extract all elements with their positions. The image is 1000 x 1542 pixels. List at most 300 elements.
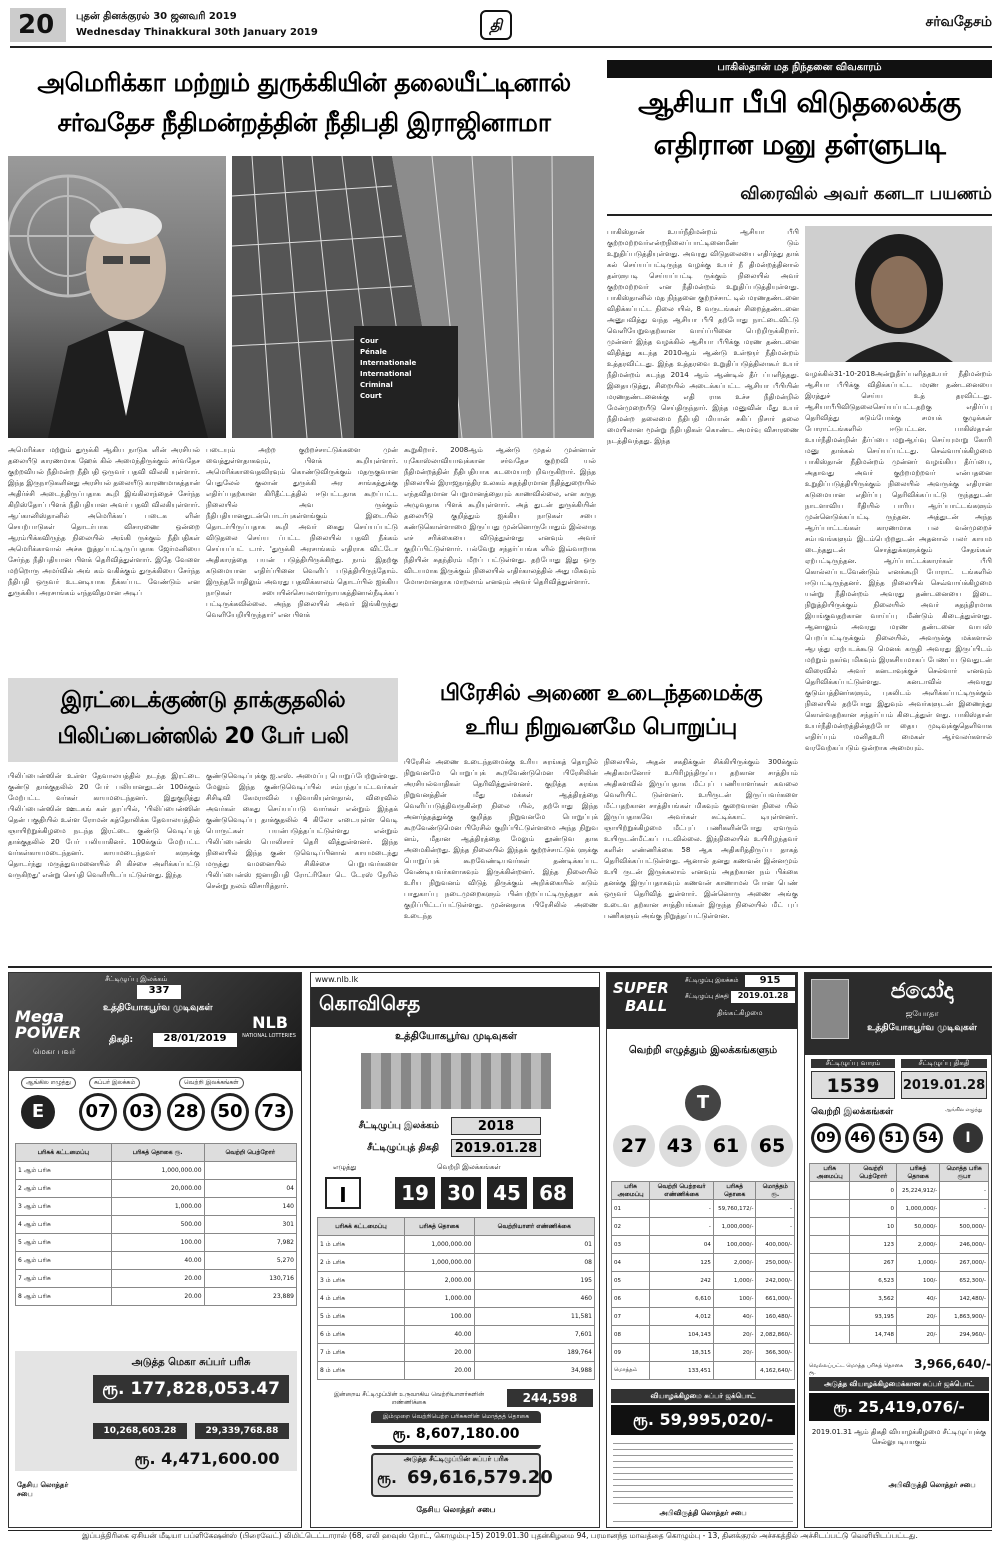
winners-cell: 14,748 bbox=[850, 1326, 897, 1344]
table-row bbox=[318, 1344, 595, 1362]
number-box: 30 bbox=[441, 1177, 481, 1209]
table-row bbox=[318, 1326, 595, 1344]
ad-title: உத்தியோகபூர்வ முடிவுகள் bbox=[103, 1003, 213, 1013]
table-row bbox=[318, 1254, 595, 1272]
table-row bbox=[16, 1270, 297, 1288]
col-label: வெற்றி இலக்கங்கள் bbox=[437, 1163, 501, 1171]
draw-number: 337 bbox=[137, 985, 181, 999]
number-ball: 65 bbox=[751, 1125, 793, 1167]
col-label: சுப்பர் இலக்கம் bbox=[89, 1077, 140, 1089]
story2-subhead: விரைவில் அவர் கனடா பயணம் bbox=[740, 184, 992, 204]
prize-amount-2: 10,268,603.28 bbox=[93, 1423, 187, 1439]
winners-cell: 3,562 bbox=[850, 1290, 897, 1308]
prize-cell: 4 ம் பரிசு bbox=[318, 1290, 405, 1308]
table-header: வெற்றி பெற்றவர் எண்ணிக்கை bbox=[650, 1182, 714, 1200]
prize-cell: 03 bbox=[612, 1236, 650, 1254]
number-ball: 09 bbox=[811, 1123, 841, 1153]
amount-cell: 20,000.00 bbox=[111, 1180, 204, 1198]
table-row bbox=[810, 1182, 989, 1200]
portrait-icon bbox=[805, 226, 992, 362]
kotisetha-logo: கொவிசெத bbox=[319, 991, 421, 1015]
icc-sign-text bbox=[360, 336, 416, 402]
asia-bibi-photo bbox=[805, 226, 992, 362]
number-ball: 46 bbox=[845, 1123, 875, 1153]
winners-cell bbox=[204, 1162, 296, 1180]
win-label: வெற்றி இலக்கங்கள் bbox=[811, 1107, 894, 1117]
amount-cell: 40/- bbox=[713, 1308, 756, 1326]
table-row bbox=[810, 1326, 989, 1344]
amount-cell: 50,000/- bbox=[897, 1218, 940, 1236]
story4-column-1: பிரேசில் அணை உடைந்தமைக்கு உரிய சுரங்கத் தொழில் நிறுவனமே பொறுப்புக் கூறவேண்டுமென பிரேசிலின் அரசியல்வாதிகள் தெரிவித்துள்ளனர். குறித்த சுரங்க நிறுவனத்தின் மீது மக்கள் ஆத்திரத்தை வெளிப்படுத்திவருகின்ற நிலை யில், தற்போது இந்த அனர்த்தத்துக்கு குறித்த நிறுவனமே பொறுப்புக் கூறவேண்டுமென பிரேசில் குறிப்பிட்டுள்ளமை அந்த நிறுவ னம், மீதான ஆத்திரத்தை மேலும் தூண்டுவ தாக அமைகின்றது. இந்த நிலையில் இந்தக் குற்றச்சாட்டுக் ளுக்கு பொறுப்புக் கூறவேண்டியவர்கள் தண்டிக்கப்பட வேண்டியவர்களாகவும் இருக்கின்றனர். இந்த நிலையில் உரிய நிறுவனம் விடுத் திருக்கும் அறிக்கையில் கடும் பாதுகாப்பு நடைமுறைகளும் பின்பற்றப்பட்டிருந்ததா கக் குறிப்பிட்டப்பட்டுள்ளது. முன்னதாக பிரேசிலில் அணை உடைந்த bbox=[404, 757, 598, 920]
ad-title: உத்தியோகபூர்வ முடிவுகள் bbox=[395, 1031, 517, 1042]
table-header: பரிசுத் தொகை bbox=[405, 1218, 474, 1236]
winners-cell: 10 bbox=[850, 1218, 897, 1236]
letter-ball: I bbox=[953, 1123, 983, 1153]
date-label: திகதி: bbox=[109, 1035, 134, 1045]
table-row bbox=[16, 1198, 297, 1216]
letter-label: ஆங்கில எழுத்து bbox=[945, 1107, 983, 1113]
draw-label: சீட்டிழுப்பு வாரம் bbox=[811, 1059, 895, 1068]
masthead bbox=[10, 8, 992, 48]
mega-power-ad bbox=[8, 972, 302, 1528]
total-cell: 652,300/- bbox=[940, 1272, 989, 1290]
sign-line: Cour bbox=[360, 337, 379, 345]
table-header: வெற்றி பெற்றோர் bbox=[204, 1144, 296, 1162]
winners-cell: 01 bbox=[474, 1236, 595, 1254]
footer-logo: தேசிய லொத்தர் சபை bbox=[416, 1505, 496, 1514]
prize-cell bbox=[810, 1218, 850, 1236]
number-box: 68 bbox=[533, 1177, 573, 1209]
nlb-sub: NATIONAL LOTTERIES bbox=[242, 1033, 296, 1039]
draw-date: 28/01/2019 bbox=[153, 1033, 237, 1047]
winners-cell: 18,315 bbox=[650, 1344, 714, 1362]
prize-cell: 07 bbox=[612, 1308, 650, 1326]
draw-label: சீட்டிழுப்பு இலக்கம் bbox=[105, 975, 168, 983]
total-cell: 267,000/- bbox=[940, 1254, 989, 1272]
table-row bbox=[318, 1290, 595, 1308]
next-amount: ரூ. 25,419,076/- bbox=[809, 1393, 989, 1421]
jayoda-logo: ජයෝදා bbox=[890, 979, 954, 1004]
winners-cell: 140 bbox=[204, 1198, 296, 1216]
total-cell: - bbox=[940, 1182, 989, 1200]
table-header: பரிசுத் தொகை ரூ. bbox=[111, 1144, 204, 1162]
amount-cell: 1,000/- bbox=[897, 1254, 940, 1272]
amount-cell: 1,000,000.00 bbox=[405, 1254, 474, 1272]
number-ball: 73 bbox=[255, 1093, 293, 1131]
story2-headline-line1: ஆசியா பீபி விடுதலைக்கு bbox=[638, 86, 961, 119]
total-cell: - bbox=[756, 1200, 795, 1218]
amount-cell: 25,224,912/- bbox=[897, 1182, 940, 1200]
super-ball-ad bbox=[606, 972, 798, 1528]
amount-cell: 1,000/- bbox=[713, 1272, 756, 1290]
prize-cell: 05 bbox=[612, 1272, 650, 1290]
total-label: வெல்லப்பட்ட மொத்த பரிசுத் தொகை ரூ. bbox=[809, 1363, 904, 1376]
letter-ball: E bbox=[21, 1095, 55, 1129]
mega-power-logo: Mega POWER bbox=[15, 1007, 82, 1042]
table-row bbox=[612, 1308, 795, 1326]
story4-headline-line1: பிரேசில் அணை உடைந்தமைக்கு bbox=[439, 681, 763, 706]
amount-cell: 20/- bbox=[713, 1344, 756, 1362]
story3-headline-line1: இரட்டைக்குண்டு தாக்குதலில் bbox=[60, 688, 346, 713]
footer-logo: தேசிய லொத்தர் சபை bbox=[17, 1481, 69, 1498]
winners-cell: 195 bbox=[474, 1272, 595, 1290]
letter-ball: T bbox=[685, 1085, 721, 1121]
letter-box: I bbox=[325, 1177, 361, 1209]
winners-cell: 123 bbox=[850, 1236, 897, 1254]
prize-cell: 6 ம் பரிசு bbox=[318, 1326, 405, 1344]
story2-rule bbox=[607, 214, 992, 216]
winners-cell: - bbox=[650, 1218, 714, 1236]
mega-power-tamil: மெகா பவர் bbox=[33, 1047, 76, 1056]
amount-cell: 100.00 bbox=[405, 1308, 474, 1326]
table-row bbox=[16, 1216, 297, 1234]
number-ball: 61 bbox=[705, 1125, 747, 1167]
prize-cell: 3 ம் பரிசு bbox=[318, 1272, 405, 1290]
story3-column-1: பிலிப்பைன்ஸின் உள்ள தேவாலயத்தில் நடந்த இரட்டை குண்டு தாக்குதலில் 20 பேர் பலியானதுடன் 100க்கும் மேற்பட்ட வர்கள் காயமடைந்தனர். இதுகுறித்து பிலிப்பைன்ஸின் ஊடகங் கள் தரப்பில், 'பிலிப்பைன்ஸின் தென் பகுதியில் உள்ள ரோமன் கத்தோலிக்க தேவாலயத்தில் ஞாயிற்றுக்கிழமை நடந்த இரட்டை குண்டு வெடிப்புத் தாக்குதலில் 20 பேர் பலியாகினர். 100க்கும் மேற்பட்ட வர்கள்காயமடைந்தனர். காயமடைந்தவர் களுக்கு தொடர்ந்து மருத்துவமனையில் சி கிச்சை அளிக்கப்பட்டு வருகிறது' என்று செய்தி வெளியிடப்பட்டுள்ளது. இந்த bbox=[8, 771, 200, 879]
total-amount: ரூ. 4,471,600.00 bbox=[134, 1449, 280, 1468]
amount-cell: 1,000,000.00 bbox=[111, 1162, 204, 1180]
draw-date: 2019.01.28 bbox=[901, 1071, 987, 1099]
table-row bbox=[16, 1162, 297, 1180]
amount-cell: 20.00 bbox=[405, 1362, 474, 1380]
table-header: பரிசுத் தொகை bbox=[713, 1182, 756, 1200]
next-label: அடுத்த வியாழக்கிழமைக்கான சுப்பர் ஜக்பொட் bbox=[809, 1377, 989, 1391]
winners-cell: - bbox=[650, 1200, 714, 1218]
prize-cell: 5 ம் பரிசு bbox=[318, 1308, 405, 1326]
table-header: வெற்றியாளர் எண்ணிக்கை bbox=[474, 1218, 595, 1236]
prize-cell bbox=[810, 1272, 850, 1290]
prize-cell: 4 ஆம் பரிசு bbox=[16, 1216, 112, 1234]
sign-line: Court bbox=[360, 392, 382, 400]
amount-cell: 100,000/- bbox=[713, 1236, 756, 1254]
winners-cell: 5,270 bbox=[204, 1252, 296, 1270]
story4-headline-line2: உரிய நிறுவனமே பொறுப்பு bbox=[465, 715, 737, 740]
number-ball: 54 bbox=[913, 1123, 943, 1153]
footer-imprint: இப்பத்திரிகை ஏசியன் மீடியா பப்ளிகேஷன்ஸ் (பிரைவேட்) லிமிட்டெட்டாரால் (68, எலி ஹவுஸ் றோட், கொழும்பு-15) 2019.01.30 புதன்கிழமை 94, பரமானந்த மாவத்தை கொழும்பு - 13, தினக்குரல் அச்சகத்தில் அச்சிடப்பட்டு வெளியிடப்பட்டது. bbox=[82, 1531, 918, 1540]
story1-headline-line1: அமெரிக்கா மற்றும் துருக்கியின் தலையீட்டினால் bbox=[37, 68, 571, 97]
col-label: வெற்றி இலக்கங்கள் bbox=[179, 1077, 244, 1089]
amount-cell: 20.00 bbox=[111, 1270, 204, 1288]
draw-label: சீட்டிழுப்பு இலக்கம் bbox=[358, 1121, 439, 1131]
col-label: ஆங்கில எழுத்து bbox=[21, 1077, 76, 1089]
winners-cell: 267 bbox=[850, 1254, 897, 1272]
winners-cell: 133,451 bbox=[650, 1362, 714, 1380]
number-ball: 28 bbox=[167, 1093, 205, 1131]
total-cell: - bbox=[756, 1218, 795, 1236]
table-row bbox=[318, 1272, 595, 1290]
table-row bbox=[612, 1200, 795, 1218]
amount-cell: 20/- bbox=[713, 1326, 756, 1344]
prize-cell: 09 bbox=[612, 1344, 650, 1362]
next-label: வியாழக்கிழமை சுப்பர் ஜக்பொட் bbox=[611, 1389, 795, 1403]
winners-count: 244,598 bbox=[507, 1389, 593, 1407]
page-number: 20 bbox=[18, 10, 55, 40]
amount-cell: 100/- bbox=[713, 1290, 756, 1308]
table-row bbox=[810, 1218, 989, 1236]
table-row bbox=[16, 1180, 297, 1198]
nlb-logo: NLB bbox=[252, 1013, 288, 1032]
amount-cell: 1,000,000/- bbox=[897, 1200, 940, 1218]
prize-cell: 02 bbox=[612, 1218, 650, 1236]
story1-headline-line2: சர்வதேச நீதிமன்றத்தின் நீதிபதி இராஜினாமா bbox=[57, 108, 551, 137]
prize-cell bbox=[810, 1236, 850, 1254]
story1-column-1: அமெரிக்கா மற்றும் துருக்கி ஆகிய நாடுக ளின் அரசியல் தலையீடு காரணமாக ஹேக் கில் அமைந்திருக்கும் சர்வதேச குற்றவியல் நீதிமன்ற நீதிபதி ஒருவர் பதவி விலகி யுள்ளார். இந்த இருநாடுகளினது அரசியல் தலையீடு காரணமாகத்தான் அதிர்ச்சி அடைந்திருப்பதாக கூறி இங்கிலாந்தைச் சேர்ந்த கிறிஸ்தோப் பிளக் நீதிபதியான அவர் பதவி விலகியுள்ளார். ஆப்கானிஸ்தானில் அமெரிக்கப் படைக ளின் செயற்பாடுகள் தொடர்பாக விசாரணை ஒன்றை ஆரம்பிக்கவிருந்த நிலையில் அங்கி ருக்கும் நீதிபதிகள் அமெரிக்காவால் அச்சு றுத்தப்பட்டிருப்பதாக ஜேர்மனியை சேர்ந்த நீதிபதியான பிளக் தெரிவித்துள்ளார். இதே வேளை மற்றொரு அமர்வில் அங் கம் வகிக்கும் துருக்கியை சேர்ந்த நீதிபதி ஒருவர் உடனடியாக நீக்கப்பட வேண்டும் என துருக்கிய அரசாங்கம் எந்தவிதமான அடிப் bbox=[8, 445, 200, 597]
winners-cell: 104,143 bbox=[650, 1326, 714, 1344]
winners-cell: 34,988 bbox=[474, 1362, 595, 1380]
col-label: எழுத்து bbox=[333, 1163, 357, 1171]
table-header: பரிசுக் கட்டமைப்பு bbox=[318, 1218, 405, 1236]
ticket-image bbox=[811, 979, 849, 1039]
prize-cell: 6 ஆம் பரிசு bbox=[16, 1252, 112, 1270]
draw-number: 2018 bbox=[451, 1117, 541, 1135]
winners-cell: 23,889 bbox=[204, 1288, 296, 1306]
table-row bbox=[612, 1362, 795, 1380]
table-row bbox=[612, 1290, 795, 1308]
prize-cell bbox=[810, 1290, 850, 1308]
table-row bbox=[16, 1234, 297, 1252]
number-ball: 51 bbox=[879, 1123, 909, 1153]
winners-cell: 7,982 bbox=[204, 1234, 296, 1252]
amount-cell: 2,000.00 bbox=[405, 1272, 474, 1290]
winners-cell: 189,764 bbox=[474, 1344, 595, 1362]
amount-cell: 100/- bbox=[897, 1272, 940, 1290]
ad-url: www.nlb.lk bbox=[315, 975, 359, 984]
section-name: சர்வதேசம் bbox=[925, 14, 992, 30]
amount-cell: 20/- bbox=[897, 1308, 940, 1326]
winners-cell: 0 bbox=[850, 1200, 897, 1218]
number-box: 45 bbox=[487, 1177, 527, 1209]
footer-logo: அபிவிருத்தி லொத்தர் சபை bbox=[888, 1481, 976, 1489]
prize-cell: 04 bbox=[612, 1254, 650, 1272]
amount-cell: 40/- bbox=[897, 1290, 940, 1308]
icc-building-photo bbox=[232, 156, 594, 438]
table-row bbox=[16, 1252, 297, 1270]
total-cell: - bbox=[940, 1200, 989, 1218]
total-cell: 246,000/- bbox=[940, 1236, 989, 1254]
winners-label: இன்றைய சீட்டிழுப்பின் உருவாகிய வெற்றியாளர்களின் எண்ணிக்கை bbox=[333, 1391, 485, 1406]
number-ball: 50 bbox=[211, 1093, 249, 1131]
number-ball: 03 bbox=[123, 1093, 161, 1131]
kotisetha-ad bbox=[310, 972, 600, 1528]
total-cell: 1,863,900/- bbox=[940, 1308, 989, 1326]
table-header: பரிசுத் தொகை bbox=[897, 1164, 940, 1182]
winners-cell: 130,716 bbox=[204, 1270, 296, 1288]
winners-cell: 6,523 bbox=[850, 1272, 897, 1290]
total-amount: 3,966,640/- bbox=[914, 1357, 991, 1371]
winners-cell: 04 bbox=[650, 1236, 714, 1254]
table-header: மொத்தம் ரூ. bbox=[756, 1182, 795, 1200]
total-cell: 661,000/- bbox=[756, 1290, 795, 1308]
table-header: பரிசு அமைப்பு bbox=[810, 1164, 850, 1182]
total-label: மொத்தம் bbox=[612, 1362, 650, 1380]
amount-cell: 1,000.00 bbox=[111, 1198, 204, 1216]
prize-cell: 1 ஆம் பரிசு bbox=[16, 1162, 112, 1180]
winners-cell: 125 bbox=[650, 1254, 714, 1272]
prize-cell bbox=[810, 1254, 850, 1272]
winners-cell: 301 bbox=[204, 1216, 296, 1234]
winners-cell: 11,581 bbox=[474, 1308, 595, 1326]
note-text: 2019.01.31 ஆம் திகதி வியாழக்கிழமை சீட்டிழுப்புக்கு செல்லுபடியாகும் bbox=[811, 1428, 987, 1446]
table-row bbox=[318, 1362, 595, 1380]
table-row bbox=[810, 1272, 989, 1290]
table-row bbox=[612, 1218, 795, 1236]
footer-logo: அபிவிருத்தி லொத்தர் சபை bbox=[613, 1509, 793, 1518]
table-header: வெற்றி பெற்றோர் bbox=[850, 1164, 897, 1182]
prize-cell: 3 ஆம் பரிசு bbox=[16, 1198, 112, 1216]
date-label: சீட்டிழுப்புத் திகதி bbox=[367, 1143, 439, 1153]
number-ball: 07 bbox=[79, 1093, 117, 1131]
number-box: 19 bbox=[395, 1177, 435, 1209]
prize-cell: 06 bbox=[612, 1290, 650, 1308]
prize-cell: 7 ஆம் பரிசு bbox=[16, 1270, 112, 1288]
prize-cell bbox=[810, 1326, 850, 1344]
next-amount: ரூ. 59,995,020/- bbox=[611, 1405, 795, 1435]
amount-cell: 100.00 bbox=[111, 1234, 204, 1252]
table-header: மொத்த பரிசு ரூபா bbox=[940, 1164, 989, 1182]
prize-cell: 2 ஆம் பரிசு bbox=[16, 1180, 112, 1198]
prize-cell: 1 ம் பரிசு bbox=[318, 1236, 405, 1254]
prize-table bbox=[15, 1143, 297, 1306]
prize-cell: 08 bbox=[612, 1326, 650, 1344]
winners-cell: 7,601 bbox=[474, 1326, 595, 1344]
amount-cell: 20.00 bbox=[405, 1344, 474, 1362]
winners-cell: 04 bbox=[204, 1180, 296, 1198]
winners-cell: 6,610 bbox=[650, 1290, 714, 1308]
story2-kicker: பாகிஸ்தான் மத நிந்தனை விவகாரம் bbox=[717, 62, 882, 73]
table-header: பரிசு அமைப்பு bbox=[612, 1182, 650, 1200]
prize-cell: 8 ஆம் பரிசு bbox=[16, 1288, 112, 1306]
table-row bbox=[612, 1344, 795, 1362]
date-label: சீட்டிழுப்பு திகதி bbox=[685, 993, 729, 1000]
super-ball-logo-l2: BALL bbox=[625, 997, 668, 1015]
draw-number: 915 bbox=[745, 975, 795, 987]
prize-cell: 5 ஆம் பரிசு bbox=[16, 1234, 112, 1252]
story4-column-2: நிலையில், அதன் சகதிக்குள் சிக்கியிருக்கும் 300க்கும் அதிகமானோர் உயிரிழந்திருப்ப தற்கான சாத்தியம் அதிகளவில் இருப்பதாக மீட்புப் பணியாளர்கள் கவலை வெளியிட் டுள்ளனர். உயிருடன் இருப்பவர்களை மீட்பதற்கான சாத்தியங்கள் மிகவும் குறைவான நிலை யில் இருப்பதாகவே அவர்கள் சுட்டிக்காட் டியுள்ளனர். ஞாயிற்றுக்கிழமை மீட்புப் பணிகளின்போது ஏவரும் உயிருடன்மீட்கப் படவில்லை. இந்நிலையில் உயிரிழந்தவர் களின் எண்ணிக்கை 58 ஆக அதிகரித்திருப்ப தாகத் தெரிவிக்கப்பட்டுள்ளது. ஆனால் தனது கணவன் இன்னமும் உயி ருடன் இருக்கலாம் எனவும் அதற்கான நம் பிக்கை தனக்கு இருப்பதாகவும் கணவன் காணாமல் போன பெண் ஒருவர் தெரிவித் துள்ளார். இன்னொரு அணை அங்கு உடைவ தற்கான சாத்தியங்கள் இருந்த நிலையில் மீட் புப் பணிகளும் அங்கு நிறுத்தப்பட்டுள்ளன. bbox=[604, 757, 798, 920]
judge-photo bbox=[8, 156, 226, 438]
winners-cell: 460 bbox=[474, 1290, 595, 1308]
winners-cell: 4,012 bbox=[650, 1308, 714, 1326]
winners-cell: 08 bbox=[474, 1254, 595, 1272]
story2-headline-line2: எதிரான மனு தள்ளுபடி bbox=[653, 128, 946, 161]
sign-line: International bbox=[360, 370, 412, 378]
next-prefix: ரூ. bbox=[377, 1469, 397, 1487]
super-ball-logo-l1: SUPER bbox=[613, 979, 669, 997]
ad-title: உத்தியோகபூர்வ முடிவுகள் bbox=[867, 1023, 977, 1033]
winners-cell: 242 bbox=[650, 1272, 714, 1290]
total-cell: 366,300/- bbox=[756, 1344, 795, 1362]
prize-cell bbox=[810, 1200, 850, 1218]
pool-label: இம்முறை வெற்றிபெற்ற பரிசுகளின் மொத்தத் தொகை bbox=[382, 1413, 530, 1420]
next-prize-label: அடுத்த மெகா சுப்பர் பரிசு bbox=[131, 1357, 251, 1368]
date-line-tamil: புதன் தினக்குரல் 30 ஜனவரி 2019 bbox=[76, 11, 237, 22]
table-row bbox=[612, 1326, 795, 1344]
sign-line: Pénale bbox=[360, 348, 387, 356]
total-cell: 2,082,860/- bbox=[756, 1326, 795, 1344]
table-row bbox=[318, 1308, 595, 1326]
table-row bbox=[318, 1236, 595, 1254]
prize-table bbox=[317, 1217, 595, 1380]
prize-table bbox=[611, 1181, 795, 1380]
un-emblem-icon bbox=[8, 156, 226, 438]
number-ball: 43 bbox=[659, 1125, 701, 1167]
date-label: சீட்டிழுப்பு திகதி bbox=[901, 1059, 987, 1068]
number-ball: 27 bbox=[613, 1125, 655, 1167]
prize-cell bbox=[810, 1308, 850, 1326]
table-row bbox=[810, 1290, 989, 1308]
winners-cell: 93,195 bbox=[850, 1308, 897, 1326]
total-cell: 400,000/- bbox=[756, 1236, 795, 1254]
prize-amount-3: 29,339,768.88 bbox=[195, 1423, 289, 1439]
total-cell: 160,480/- bbox=[756, 1308, 795, 1326]
next-label: அடுத்த சீட்டிழுப்பின் சுப்பர் பரிசு bbox=[403, 1455, 509, 1463]
amount-cell: 2,000/- bbox=[713, 1254, 756, 1272]
total-cell: 294,960/- bbox=[940, 1326, 989, 1344]
prize-table bbox=[809, 1163, 989, 1344]
table-row bbox=[612, 1272, 795, 1290]
table-row bbox=[612, 1236, 795, 1254]
amount-cell: 1,000,000.00 bbox=[405, 1236, 474, 1254]
pool-amount: ரூ. 8,607,180.00 bbox=[371, 1423, 541, 1445]
amount-cell bbox=[713, 1362, 756, 1380]
total-cell: 4,162,640/- bbox=[756, 1362, 795, 1380]
amount-cell: 40.00 bbox=[111, 1252, 204, 1270]
total-cell: 500,000/- bbox=[940, 1218, 989, 1236]
story2-column-right: வழக்கில்31-10-2018அன்றுதீர்ப்பளித்தஉயர் நீதிமன்றம் ஆசியா பீபிக்கு விதிக்கப்பட்ட மரண தண்டனையை இரத்துச் செய்ய உத் தரவிட்டது. ஆசியாபீபிவிடுதலைசெய்யப்பட்டதற்கு எதிர்ப்பு தெரிவித்து கடும்போக்கு சமயக் குழுக்கள் போராட்டங்களில் ஈடுபட்டன. பாகிஸ்தான் உயர்நீதிமன்றின் தீர்ப்பை மறுஆய்வு செய்யுமாறு கோரி மனு தாக்கல் செய்யப்பட்டது. செவ்வாய்க்கிழமை பாகிஸ்தான் நீதிமன்றம் முன்னர் வழங்கிய தீர்ப்பை, அதாவது அவர் குற்றமற்றவர் என்பதனை உறுதிப்படுத்தியிருக்கும் நிலையில் அவருக்கு எதிரான கடுமையான எதிர்ப்பு தெரிவிக்கப்பட்டு ருந்ததுடன் நாடளாவிய ரீதியில் பாரிய ஆர்ப்பாட்டங்களும் முன்னெடுக்கப்பட்டி ருந்தன. அத்துடன் அந்த ஆர்ப்பாட்டங்கள் காரணமாக பல வன்முறைச் சம்பவங்களும் இடம்பெற்றதுடன் அதனால் பலர் காயம டைந்ததுடன் சொத்துக்களுக்கும் சேதங்கள் ஏற்பட்டிருந்தன. ஆர்ப்பாட்டக்காரர்கள் பீபி கொல்லப்படவேண்டும் எனக்கூறி போராட் டங்களில் ஈடுபட்டிருந்தனர். இந்த நிலையில் செவ்வாய்க்கிழமை யன்று நீதிமன்றம் அவரது தண்டனையை இடை நிறுத்தியிருக்கும் நிலையில் அவர் சுதந்திரமாக இயங்குவதற்கான வாய்ப்பு மீண்டும் கிடைத்துள்ளது. ஆனாலும் அவரது மரண தண்டனை வாபஸ் பெறப்பட்டிருக்கும் நிலையில், அவருக்கு மக்களால் ஆபத்து ஏற்படக்கூடு மெனக் கருதி அவரது இருப்பிடம் மற்றும் நகர்வு மிகவும் இரகசியமாகப் பேணப்ப டுவதுடன் விரைவில் அவர் கனடாவுக்குச் செல்வார் எனவும் தெரிவிக்கப்பட்டுள்ளது. கனடாவில் அவரது குடும்பத்தினர்களும், புகலிடம் அளிக்கப்பட்டிருக்கும் நிலையில் தற்போது இதுவும் அவர்களுடன் இணைந்து கொள்வதற்கான சந்தர்ப்பம் கிடைத்துள் ளது. பாகிஸ்தான் உயர்நீதிமன்றத்தின்தற்போ தைய முடிவுக்குதெளிவாக எதிர்ப்பும் மனிதஉரி மைகள் ஆர்வலர்களால் வரவேற்கப்படும் ஒன்றாக அமையும். bbox=[805, 369, 992, 752]
table-row bbox=[810, 1236, 989, 1254]
jayoda-tamil: ஜயோதா bbox=[905, 1009, 939, 1018]
amount-cell: 40.00 bbox=[405, 1326, 474, 1344]
amount-cell: 20/- bbox=[897, 1326, 940, 1344]
table-row bbox=[612, 1254, 795, 1272]
winners-cell: 0 bbox=[850, 1182, 897, 1200]
total-cell: 250,000/- bbox=[756, 1254, 795, 1272]
table-header: பரிசுக் கட்டமைப்பு bbox=[16, 1144, 112, 1162]
prize-cell: 7 ம் பரிசு bbox=[318, 1344, 405, 1362]
draw-date: 2019.01.28 bbox=[451, 1139, 541, 1157]
sign-line: Criminal bbox=[360, 381, 393, 389]
story1-column-3: கூறுகிறார். 2008ஆம் ஆண்டு முதல் முன்னாள் யுகோஸ்லாவியாவுக்கான சர்வதேச குற்றவி யல் நீதிமன்றத்தின் நீதிபதியாக கடமையாற் றிவருகிறார். இந்த நிலையில் இராஜநாத்திர உலகம் சுதந்திரமான நீதித்துறையில் எந்தவிதமான பெறுமானத்தையும் காணவில்லை, என கருத அழுவதாக பிளக் கூறியுள்ளார். அத் துடன் துருக்கியின் தலையீடு குறித்தும் ஐக்கிய நாடுகள் சபை கண்டுகொள்ளாமை இருப்பது முன்னொருபோதும் இல்லாத எச் சரிக்கையை விடுத்துள்ளது எனவும் அவர் குறிப்பிட்டுள்ளார். பல்வேறு சந்தர்ப்பங்க ளில் இவ்வாறாக நீதியின் சுதந்திரம் மீறப் பட்டுள்ளது. தற்போது இது ஒரு விடயமாக இருக்கும் நிலையில் எதிர்காலத்தில் அது மிகவும் மோசமானதாக மாறலாம் எனவும் அவர் தெரிவித்துள்ளார். bbox=[404, 445, 596, 586]
draw-label: சீட்டிழுப்பு இலக்கம் bbox=[685, 977, 739, 984]
amount-cell: 2,000/- bbox=[897, 1236, 940, 1254]
newspaper-logo: தி bbox=[480, 10, 512, 40]
amount-cell: 1,000,000/- bbox=[713, 1218, 756, 1236]
draw-date: 2019.01.28 bbox=[731, 991, 795, 1003]
table-row bbox=[16, 1288, 297, 1306]
table-row bbox=[810, 1254, 989, 1272]
total-cell: 242,000/- bbox=[756, 1272, 795, 1290]
prize-cell: 01 bbox=[612, 1200, 650, 1218]
story3-headline-line2: பிலிப்பைன்ஸில் 20 பேர் பலி bbox=[57, 724, 349, 749]
table-row bbox=[810, 1308, 989, 1326]
next-amount: 69,616,579.20 bbox=[407, 1467, 553, 1488]
tickets-illustration bbox=[361, 1053, 551, 1109]
story3-column-2: குண்டுவெடிப்புக்கு ஐ.எஸ். அமைப்பு பொறுப்பேற்றுள்ளது. மேலும் இந்த குண்டுவெடிப்பில் சம்பந்தப்பட்டவர்கள் சிசிடிவி கேமராவில் பதிவாகியுள்ளதால், விரைவில் அவர்கள் கைது செய்யப்படு வார்கள் என்றும் இந்தக் குண்டுவெடிப்பு தாக்குதலில் 4 கிலோ எடையுள்ள வெடி பொருட்கள் பயன்படுத்தப்பட்டுள்ளது என்றும் பிலிப்பைன்ஸ் பொலிசார் தெரி வித்துள்ளனர். இந்த நிலையில் இந்த குண் டுவெடிப்பினால் காயமடைந்து மருத்து வமனையில் சிகிச்சை பெறுபவர்களை பிலிப்பைன்ஸ் ஜனாதிபதி ரோட்ரிகோ டெ டேரஸ் நேரில் சென்று நலம் விசாரித்தார். bbox=[206, 771, 398, 890]
draw-day: திங்கட்கிழமை bbox=[717, 1009, 763, 1017]
prize-cell: 2 ம் பரிசு bbox=[318, 1254, 405, 1272]
draw-number: 1539 bbox=[811, 1071, 895, 1099]
amount-cell: 500.00 bbox=[111, 1216, 204, 1234]
results-title: வெற்றி எழுத்தும் இலக்கங்களும் bbox=[628, 1045, 778, 1056]
prize-cell bbox=[810, 1182, 850, 1200]
amount-cell: 59,760,172/- bbox=[713, 1200, 756, 1218]
amount-cell: 1,000.00 bbox=[405, 1290, 474, 1308]
sign-line: Internationale bbox=[360, 359, 417, 367]
table-row bbox=[810, 1200, 989, 1218]
story1-column-2: படையும் அற்ற குற்றச்சாட்டுக்களை முன் வைத்துள்ளதாகவும், பிளக் கூறியுள்ளார். அமெரிக்காவைதவிரவும் கொண்டுவிருக்கும் மதருகுவான பெதுலேல் குலான் துருக்கி அர சாங்கத்துக்கு எதிர்ப்பதற்கான கிரிதீட்டத்தில் ஈடுபட்டதாக கூறப்பட்ட நிலையில் அவ ருக்கும் நீதிபதியானதுடன்பொடர்புகள்ளங்கும் இடையில் தொடர்பிருப்பதாக கூறி அவர் கைது செய்யப்பட்டு விடுதலை செய்ய ப்பட்ட நிலையில் பதவி நீக்கம் செய்யப்பட் டார். 'துருக்கி அரசாங்கம் எதிராக விட்டோ அதிகாரத்தை பயன் படுத்தியிருக்கிறது. நாம் இதற்கு கடுமையான எதிர்ப்பினை வெளிப் படுத்தியிருந்தோம். இருந்தபோதிலும் அவரது பதவிக்காலம் தொடர்பில் ஐக்கிய நாடுகள் சபையின்செயலாளர்நாயகத்தினால்நீடிக்கப் பட்டிருக்கவில்லை. அந்த நிலையில் அவர் இங்கிருந்து வெளியேறியிருந்தார்' என பிளக் bbox=[206, 445, 398, 619]
amount-cell: 20.00 bbox=[111, 1288, 204, 1306]
total-cell: 142,480/- bbox=[940, 1290, 989, 1308]
date-line-english: Wednesday Thinakkural 30th January 2019 bbox=[76, 27, 318, 38]
